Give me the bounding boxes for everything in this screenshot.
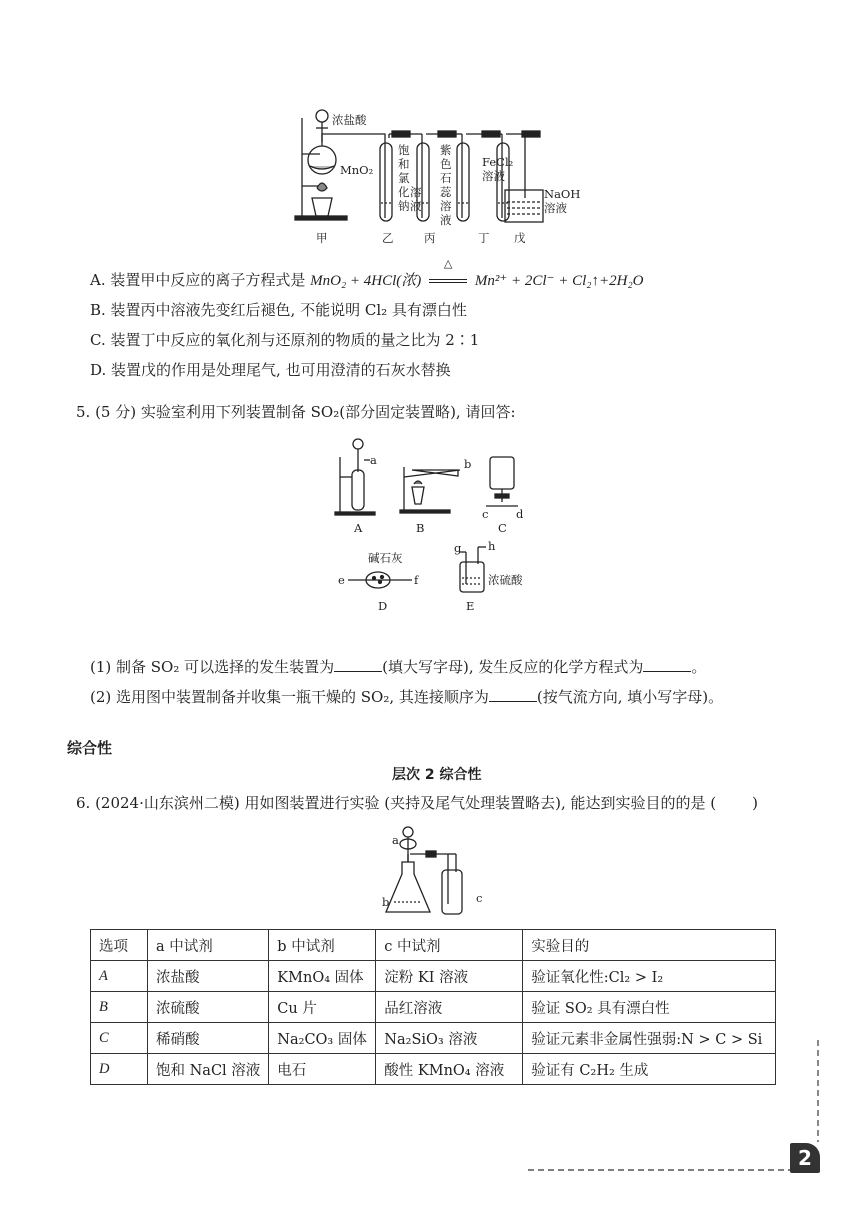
svg-text:色: 色 <box>440 157 452 171</box>
table-cell: 验证有 C₂H₂ 生成 <box>523 1054 776 1085</box>
table-cell: 浓硫酸 <box>148 992 269 1023</box>
table-cell: 验证氧化性:Cl₂ > I₂ <box>523 961 776 992</box>
answer-blank-1[interactable] <box>334 657 382 672</box>
label-wu: 戊 <box>514 231 526 245</box>
table-cell: Na₂SiO₃ 溶液 <box>376 1023 523 1054</box>
table-cell: 验证元素非金属性强弱:N > C > Si <box>523 1023 776 1054</box>
header-cell: 选项 <box>91 930 148 961</box>
table-cell: 品红溶液 <box>376 992 523 1023</box>
answer-blank-3[interactable] <box>489 687 537 702</box>
q6-apparatus-figure <box>378 822 493 922</box>
label-c: c <box>476 891 483 905</box>
page-corner-decoration <box>520 1030 830 1180</box>
table-cell: B <box>91 992 148 1023</box>
header-cell: c 中试剂 <box>376 930 523 961</box>
q4-apparatus-figure <box>290 98 590 248</box>
q5-sub1: (1) 制备 SO₂ 可以选择的发生装置为 (填大写字母), 发生反应的化学方程式为 。 <box>90 658 707 676</box>
svg-text:液: 液 <box>440 213 452 227</box>
table-cell: 酸性 KMnO₄ 溶液 <box>376 1054 523 1085</box>
table-cell: 验证 SO₂ 具有漂白性 <box>523 992 776 1023</box>
header-cell: a 中试剂 <box>148 930 269 961</box>
label-D: D <box>378 599 388 613</box>
label-E: E <box>466 599 475 613</box>
q4-option-a-equation-left: MnO₂ + 4HCl(浓) <box>310 273 422 289</box>
table-row <box>91 961 776 992</box>
q4-option-b: B. 装置丙中溶液先变红后褪色, 不能说明 Cl₂ 具有漂白性 <box>90 301 467 319</box>
label-bing: 丙 <box>424 231 436 245</box>
label-g: g <box>454 541 462 555</box>
q5-sub2: (2) 选用图中装置制备并收集一瓶干燥的 SO₂, 其连接顺序为 (按气流方向, 填小写字母)。 <box>90 688 724 706</box>
label-ding: 丁 <box>478 231 490 245</box>
svg-text:化: 化 <box>398 185 410 199</box>
q4-option-c: C. 装置丁中反应的氧化剂与还原剂的物质的量之比为 2∶1 <box>90 331 480 349</box>
table-cell: 淀粉 KI 溶液 <box>376 961 523 992</box>
header-cell: b 中试剂 <box>269 930 376 961</box>
q4-option-d: D. 装置戊的作用是处理尾气, 也可用澄清的石灰水替换 <box>90 361 451 379</box>
table-header-row <box>91 930 776 961</box>
table-cell: 饱和 NaCl 溶液 <box>148 1054 269 1085</box>
label-b: b <box>382 895 390 909</box>
label-b: b <box>464 457 472 471</box>
svg-text:氯: 氯 <box>398 171 410 185</box>
label-d: d <box>516 507 524 521</box>
svg-text:溶: 溶 <box>440 199 452 213</box>
label-B: B <box>416 521 425 535</box>
svg-text:液: 液 <box>410 199 422 213</box>
q5-stem: 5. (5 分) 实验室利用下列装置制备 SO₂(部分固定装置略), 请回答: <box>76 403 516 421</box>
table-cell: 浓盐酸 <box>148 961 269 992</box>
label-A: A <box>354 521 363 535</box>
label-conc-h2so4: 浓硫酸 <box>488 573 523 587</box>
label-e: e <box>338 573 345 587</box>
label-naoh: NaOH <box>544 187 581 201</box>
table-cell: C <box>91 1023 148 1054</box>
label-fecl2: FeCl₂ <box>482 155 514 169</box>
table-cell: A <box>91 961 148 992</box>
table-cell: KMnO₄ 固体 <box>269 961 376 992</box>
svg-text:饱: 饱 <box>398 143 410 157</box>
svg-text:和: 和 <box>398 157 410 171</box>
label-naoh-solution: 溶液 <box>544 201 567 215</box>
label-bing-solution <box>440 143 452 227</box>
q5-apparatus-figure <box>330 432 540 622</box>
svg-text:蕊: 蕊 <box>440 185 452 199</box>
label-mno2: MnO₂ <box>340 163 374 177</box>
table-row <box>91 992 776 1023</box>
reaction-condition-arrow: △ <box>426 271 470 289</box>
answer-blank-2[interactable] <box>643 657 691 672</box>
q4-option-a: A. 装置甲中反应的离子方程式是 MnO₂ + 4HCl(浓) △ Mn²⁺ + 2Cl⁻ + Cl₂↑+2H₂O <box>90 257 644 289</box>
label-a: a <box>392 833 399 847</box>
label-yi-solution <box>398 143 422 213</box>
label-jia: 甲 <box>316 231 328 245</box>
page-number: 2 <box>790 1143 820 1173</box>
svg-text:石: 石 <box>440 171 452 185</box>
table-cell: 电石 <box>269 1054 376 1085</box>
label-yi: 乙 <box>382 231 394 245</box>
svg-text:溶: 溶 <box>410 185 422 199</box>
header-cell: 实验目的 <box>523 930 776 961</box>
label-soda-lime: 碱石灰 <box>368 551 403 565</box>
label-h: h <box>488 539 496 553</box>
table-cell: Na₂CO₃ 固体 <box>269 1023 376 1054</box>
label-c: c <box>482 507 489 521</box>
label-conc-hcl: 浓盐酸 <box>332 113 367 127</box>
svg-text:紫: 紫 <box>440 143 452 157</box>
table-cell: 稀硝酸 <box>148 1023 269 1054</box>
section-heading: 综合性 <box>67 739 113 757</box>
label-fecl2-solution: 溶液 <box>482 169 505 183</box>
q4-option-a-equation-right: Mn²⁺ + 2Cl⁻ + Cl₂↑+2H₂O <box>474 273 644 289</box>
level-title: 层次 2 综合性 <box>392 767 482 783</box>
label-C: C <box>498 521 507 535</box>
q6-stem: 6. (2024·山东滨州二模) 用如图装置进行实验 (夹持及尾气处理装置略去), 能达到实验目的的是 ( ) <box>76 794 758 812</box>
label-f: f <box>414 573 419 587</box>
table-cell: D <box>91 1054 148 1085</box>
label-a: a <box>370 453 377 467</box>
svg-text:钠: 钠 <box>398 199 410 213</box>
table-cell: Cu 片 <box>269 992 376 1023</box>
